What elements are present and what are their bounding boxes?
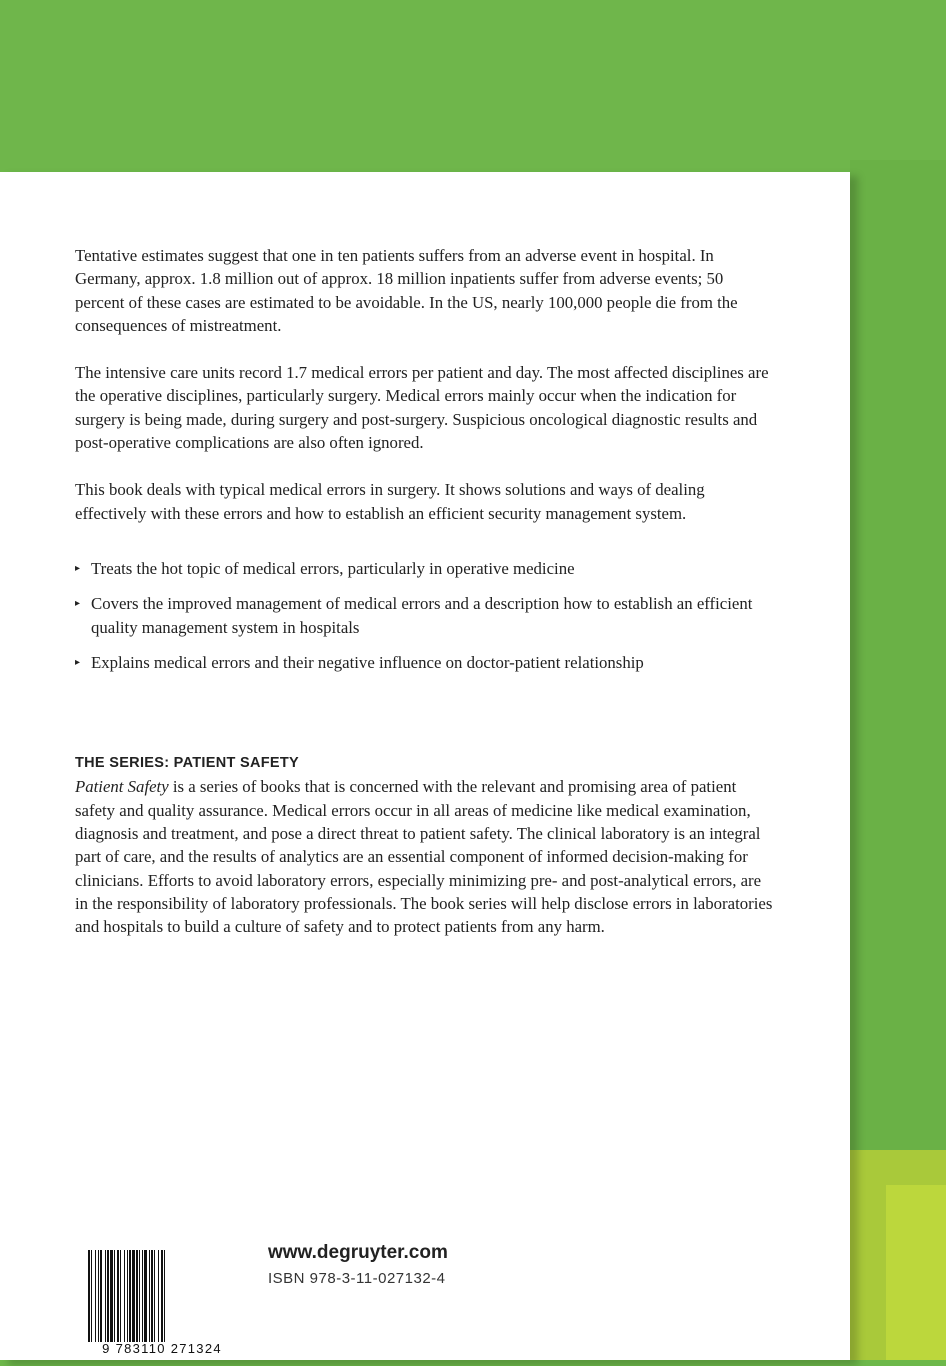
barcode-bar xyxy=(151,1250,153,1342)
publisher-website[interactable]: www.degruyter.com xyxy=(268,1242,448,1263)
feature-item xyxy=(75,651,775,674)
barcode-bar xyxy=(161,1250,163,1342)
barcode-bar xyxy=(100,1250,102,1342)
series-description xyxy=(75,775,775,938)
barcode-bar xyxy=(154,1250,155,1342)
intro-paragraph-1: Tentative estimates suggest that one in ten patients suffers from an adverse event in hospital. In Germany, approx. 1.8 million out of approx. 18 million inpatients suffer from adverse events; 50 percent of these cases are estimated to be avoidable. In the US, nearly 100,000 people die from the consequences of mistreatment. xyxy=(75,246,738,335)
triangle-bullet-icon: ▸ xyxy=(75,598,81,610)
barcode-bar xyxy=(158,1250,159,1342)
intro-paragraph-3: This book deals with typical medical errors in surgery. It shows solutions and ways of dealing effectively with these errors and how to establish an efficient security management system. xyxy=(75,480,705,523)
barcode-bar xyxy=(144,1250,147,1342)
barcode-bar xyxy=(149,1250,150,1342)
feature-item xyxy=(75,557,775,580)
feature-text: Explains medical errors and their negative influence on doctor-patient relationship xyxy=(91,652,644,672)
feature-item xyxy=(75,592,775,639)
isbn-barcode xyxy=(86,1250,238,1342)
barcode-bar xyxy=(114,1250,115,1342)
barcode-bar xyxy=(91,1250,92,1342)
barcode-bar xyxy=(127,1250,128,1342)
triangle-bullet-icon: ▸ xyxy=(75,562,81,574)
barcode-bar xyxy=(129,1250,131,1342)
barcode-bar xyxy=(88,1250,90,1342)
barcode-bar xyxy=(132,1250,135,1342)
barcode-bar xyxy=(110,1250,113,1342)
barcode-bar xyxy=(105,1250,106,1342)
back-cover-panel xyxy=(0,172,850,1360)
barcode-bar xyxy=(164,1250,165,1342)
barcode-bar xyxy=(136,1250,138,1342)
lime-accent-inner xyxy=(886,1185,946,1360)
barcode-bar xyxy=(107,1250,109,1342)
feature-list xyxy=(75,557,775,674)
barcode-bar xyxy=(117,1250,119,1342)
series-body: is a series of books that is concerned with the relevant and promising area of patient safety and quality assurance. Medical errors occur in all areas of medicine like medical examination, diagnosis and treatment, and pose a direct threat to patient safety. The clinical laboratory is an integral part of care, and the results of analytics are an essential component of informed decision-making for clinicians. Efforts to avoid laboratory errors, especially minimizing pre- and post-analytical errors, are in the responsibility of laboratory professionals. The book series will help disclose errors in laboratories and hospitals to build a culture of safety and to protect patients from any harm. xyxy=(75,777,773,937)
feature-text: Treats the hot topic of medical errors, particularly in operative medicine xyxy=(91,558,575,578)
series-heading: THE SERIES: PATIENT SAFETY xyxy=(75,755,299,772)
series-title: Patient Safety xyxy=(75,777,169,797)
isbn-number: ISBN 978-3-11-027132-4 xyxy=(268,1270,446,1287)
barcode-bar xyxy=(98,1250,99,1342)
triangle-bullet-icon: ▸ xyxy=(75,656,81,668)
green-top-band xyxy=(0,0,946,170)
barcode-bar xyxy=(120,1250,121,1342)
feature-text: Covers the improved management of medical errors and a description how to establish an efficient quality management system in hospitals xyxy=(91,594,753,637)
barcode-digits: 9 783110 271324 xyxy=(102,1341,222,1356)
barcode-bar xyxy=(95,1250,96,1342)
barcode-bar xyxy=(139,1250,140,1342)
barcode-bar xyxy=(142,1250,143,1342)
blurb-content xyxy=(75,244,775,963)
intro-paragraph-2: The intensive care units record 1.7 medical errors per patient and day. The most affected disciplines are the operative disciplines, particularly surgery. Medical errors mainly occur when the indication for surgery is being made, during surgery and post-surgery. Suspicious oncological diagnostic results and post-operative complications are also often ignored. xyxy=(75,363,769,453)
barcode-bar xyxy=(124,1250,125,1342)
